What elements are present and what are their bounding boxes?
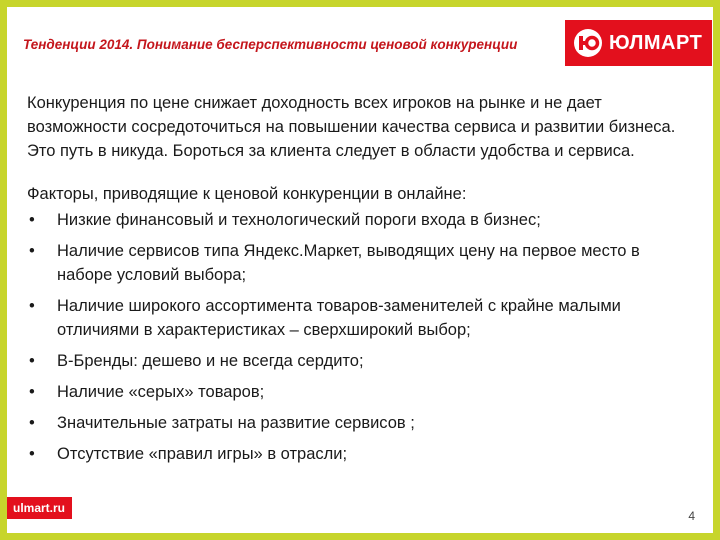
- factors-list: [27, 208, 697, 466]
- list-item-text: Наличие сервисов типа Яндекс.Маркет, выводящих цену на первое место в наборе условий выбора;: [57, 242, 640, 284]
- bullet-icon: •: [29, 414, 35, 432]
- page-number: 4: [688, 509, 695, 523]
- list-item-text: Значительные затраты на развитие сервисов ;: [57, 414, 415, 432]
- bullet-icon: •: [29, 211, 35, 229]
- list-item: [27, 442, 697, 466]
- slide: [7, 7, 713, 533]
- list-item: [27, 349, 697, 373]
- intro-paragraph: Конкуренция по цене снижает доходность всех игроков на рынке и не дает возможности сосредоточиться на повышении качества сервиса и развитии бизнеса. Это путь в никуда. Бороться за клиента следует в области удобства и сервиса.: [27, 94, 676, 160]
- bullet-icon: •: [29, 297, 35, 315]
- bullet-icon: •: [29, 352, 35, 370]
- list-item: [27, 294, 697, 342]
- slide-title: Тенденции 2014. Понимание бесперспективности ценовой конкуренции: [23, 37, 518, 52]
- bullet-icon: •: [29, 445, 35, 463]
- bullet-icon: •: [29, 242, 35, 260]
- footer-url-badge: ulmart.ru: [7, 497, 72, 519]
- list-item: [27, 411, 697, 435]
- list-item: [27, 208, 697, 232]
- logo-text: ЮЛМАРТ: [609, 31, 703, 54]
- list-item: [27, 239, 697, 287]
- ulmart-logo: [565, 20, 712, 66]
- factors-heading: Факторы, приводящие к ценовой конкуренции в онлайне:: [27, 185, 467, 203]
- bullet-icon: •: [29, 383, 35, 401]
- slide-content: [27, 91, 697, 473]
- ulmart-logo-icon: [571, 26, 605, 60]
- list-item-text: Наличие широкого ассортимента товаров-заменителей с крайне малыми отличиями в характеристиках – сверхширокий выбор;: [57, 297, 621, 339]
- list-item-text: Наличие «серых» товаров;: [57, 383, 265, 401]
- list-item-text: Отсутствие «правил игры» в отрасли;: [57, 445, 348, 463]
- list-item-text: В-Бренды: дешево и не всегда сердито;: [57, 352, 364, 370]
- list-item: [27, 380, 697, 404]
- list-item-text: Низкие финансовый и технологический пороги входа в бизнес;: [57, 211, 541, 229]
